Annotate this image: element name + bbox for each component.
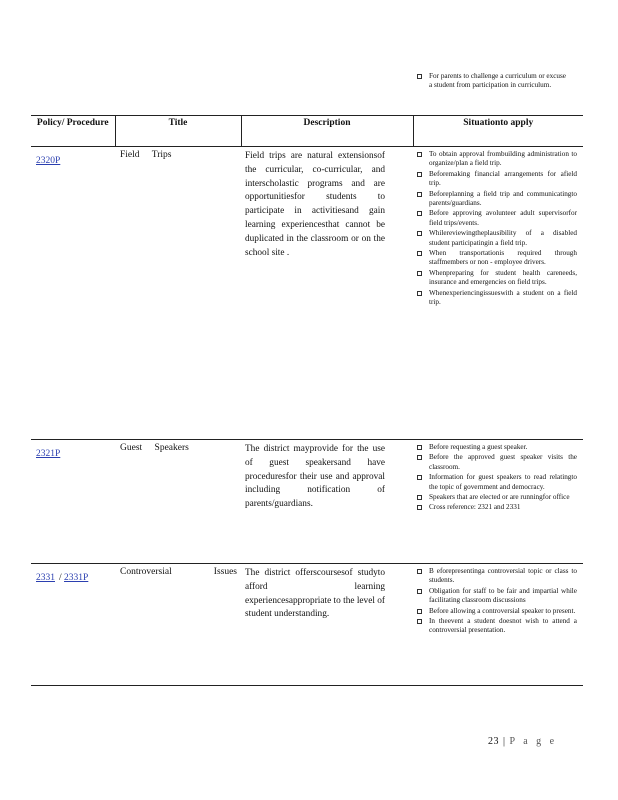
bullet-text: Beforeplanning a field trip and communicatingto parents/guardians. [429,189,577,208]
checkbox-bullet-icon [417,172,422,177]
list-item [416,617,577,636]
list-item [416,473,577,492]
checkbox-bullet-icon [417,505,422,510]
checkbox-bullet-icon [417,211,422,216]
bullet-text: In theevent a student doesnot wish to attend a controversial presentation. [429,617,577,635]
list-item [416,493,577,502]
checkbox-bullet-icon [417,609,422,614]
footer-separator: | [503,736,506,747]
list-item [416,289,577,308]
header-title: Title [115,116,241,147]
checkbox-bullet-icon [417,495,422,500]
checkbox-bullet-icon [417,455,422,460]
list-item [416,269,577,288]
list-item [416,249,577,268]
situation-cell [413,564,583,686]
checkbox-bullet-icon [417,589,422,594]
list-item [416,229,577,248]
situation-cell [413,147,583,440]
title-cell [115,564,241,686]
page-label: P a g e [509,736,558,747]
policy-cell [31,440,115,564]
page-footer [488,736,557,747]
list-item [416,453,577,472]
checkbox-bullet-icon [417,475,422,480]
continued-bullet-list [416,72,566,92]
bullet-text: Whenexperiencingissueswith a student on a field trip. [429,288,577,307]
bullet-text: Cross reference: 2321 and 2331 [429,503,521,512]
checkbox-bullet-icon [417,74,422,79]
description-cell [241,564,413,686]
bullet-text: B eforepresentinga controversial topic or class to students. [429,567,577,585]
bullet-text: Before allowing a controversial speaker to present. [429,606,576,615]
bullet-text: Whilereviewingtheplausibility of a disabled student participatingin a field trip. [429,229,577,247]
bullet-text: Whenpreparing for student health careneeds, insurance and emergencies on field trips. [429,268,577,287]
page-number: 23 [488,736,499,747]
description-text: The district offerscoursesof studyto afford learning experiencesappropriate to the level of student understanding. [245,568,385,620]
table-header-row [31,116,583,147]
policy-link[interactable]: 2320P [36,156,61,166]
bullet-text: When transportationis required through staffmembers or non - employee drivers. [429,249,577,267]
title-text: Guest Speakers [120,443,189,453]
list-item [416,587,577,606]
list-item [416,443,577,452]
bullet-text: Before approving avolunteer adult supervisorfor field trips/events. [429,209,577,227]
title-text: Controversial Issues [120,567,237,577]
description-text: Field trips are natural extensionsof the curricular, co-curricular, and interscholastic programs and are opportunitiesfor students to participate in activitiesand gain learning experiencesthat cannot be duplicated in the classroom or on the school site . [245,151,385,258]
policy-link[interactable]: 2321P [36,449,61,459]
table-row [31,564,583,686]
title-text: Field Trips [120,150,172,160]
policy-separator: / [59,573,65,583]
list-item [416,190,577,209]
bullet-text: Before the approved guest speaker visits the classroom. [429,453,577,471]
title-cell [115,147,241,440]
checkbox-bullet-icon [417,192,422,197]
policy-table [31,115,583,686]
table-row [31,440,583,564]
checkbox-bullet-icon [417,251,422,256]
checkbox-bullet-icon [417,619,422,624]
checkbox-bullet-icon [417,231,422,236]
situation-cell [413,440,583,564]
bullet-text: Information for guest speakers to read relatingto the topic of government and democracy. [429,473,577,491]
policy-link[interactable]: 2331P [64,573,89,583]
list-item [416,503,577,512]
description-text: The district mayprovide for the use of guest speakersand have proceduresfor their use and approval including notification of parents/guardians. [245,444,385,510]
checkbox-bullet-icon [417,271,422,276]
header-description: Description [241,116,413,147]
list-item [416,150,577,169]
list-item [416,72,566,91]
bullet-text: Beforemaking financial arrangements for afield trip. [429,169,577,188]
header-policy: Policy/ Procedure [31,116,115,147]
description-cell [241,147,413,440]
policy-cell [31,147,115,440]
list-item [416,607,577,616]
checkbox-bullet-icon [417,569,422,574]
bullet-text: Obligation for staff to be fair and impartial while facilitating classroom discussions [429,586,577,605]
description-cell [241,440,413,564]
bullet-text: Before requesting a guest speaker. [429,443,528,451]
policy-cell [31,564,115,686]
header-situation: Situationto apply [413,116,583,147]
list-item [416,170,577,189]
table-row [31,147,583,440]
policy-link[interactable]: 2331 [36,573,55,583]
list-item [416,567,577,586]
checkbox-bullet-icon [417,152,422,157]
bullet-text: Speakers that are elected or are runningfor office [429,493,570,502]
list-item [416,209,577,228]
title-cell [115,440,241,564]
bullet-text: For parents to challenge a curriculum or excuse a student from participation in curriculum. [429,72,566,90]
checkbox-bullet-icon [417,291,422,296]
checkbox-bullet-icon [417,445,422,450]
bullet-text: To obtain approval frombuilding administration to organize/plan a field trip. [429,150,577,168]
